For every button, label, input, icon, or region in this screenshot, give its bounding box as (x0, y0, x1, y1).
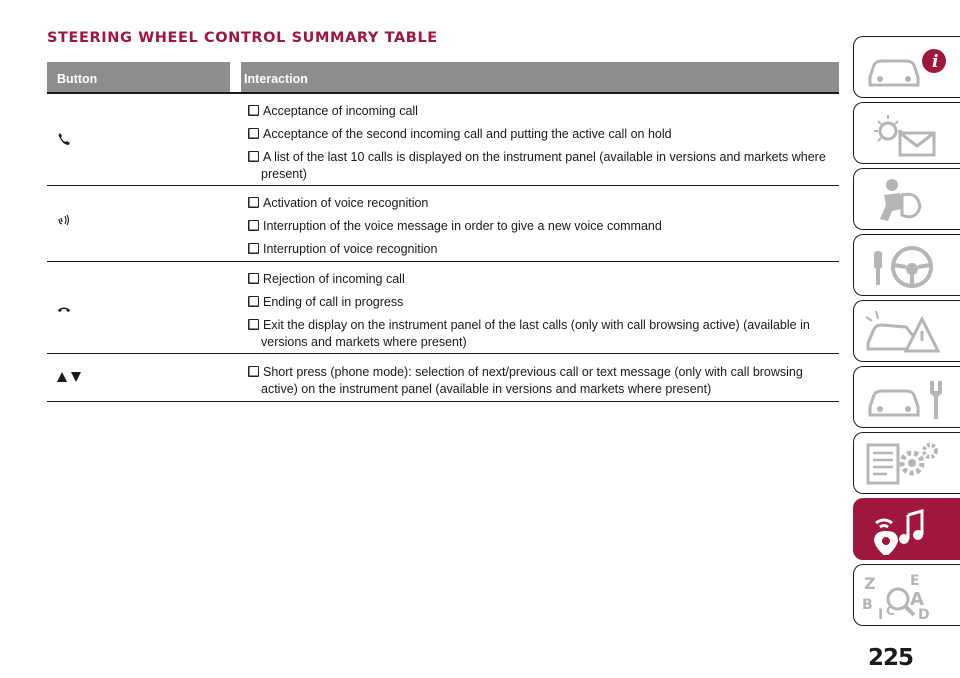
table-row (47, 262, 839, 354)
phone-answer-icon (57, 132, 71, 146)
page-title: STEERING WHEEL CONTROL SUMMARY TABLE (47, 30, 438, 46)
list-item: Rejection of incoming call (248, 271, 828, 288)
svg-text:I: I (878, 607, 884, 623)
svg-text:D: D (918, 607, 930, 623)
list-item: Ending of call in progress (248, 294, 828, 311)
svg-text:E: E (910, 573, 920, 589)
list-item: Activation of voice recognition (248, 195, 828, 212)
warning-lights-messages-icon (862, 109, 952, 159)
svg-text:B: B (862, 597, 873, 613)
table-row (47, 94, 839, 186)
emergency-icon (862, 307, 952, 357)
tab-emergency[interactable] (853, 300, 960, 362)
tab-car-info[interactable] (853, 36, 960, 98)
svg-text:Z: Z (864, 574, 876, 593)
list-item: Interruption of voice recognition (248, 241, 828, 258)
tab-technical-data[interactable] (853, 432, 960, 494)
table-header (47, 62, 839, 92)
technical-data-icon (862, 439, 952, 489)
header-button: Button (57, 72, 98, 86)
list-item: Short press (phone mode): selection of next/previous call or text message (only with call browsing active) on the instrument panel (available in versions and markets where present) (248, 364, 828, 398)
list-item: A list of the last 10 calls is displayed on the instrument panel (available in versions and markets where present) (248, 149, 828, 183)
tab-multimedia[interactable] (853, 498, 960, 560)
list-item: Acceptance of incoming call (248, 103, 828, 120)
list-item: Acceptance of the second incoming call and putting the active call on hold (248, 126, 828, 143)
voice-recognition-icon (57, 213, 71, 227)
tab-starting-driving[interactable] (853, 234, 960, 296)
starting-driving-icon (862, 241, 952, 291)
tab-index[interactable] (853, 564, 960, 626)
phone-hangup-icon (57, 302, 71, 316)
index-icon (862, 571, 952, 627)
table-row (47, 354, 839, 402)
tab-safety[interactable] (853, 168, 960, 230)
svg-text:A: A (910, 589, 924, 610)
list-item: Interruption of the voice message in order to give a new voice command (248, 218, 828, 235)
svg-text:i: i (932, 52, 939, 72)
tab-warning-lights[interactable] (853, 102, 960, 164)
table-row (47, 186, 839, 262)
list-item: Exit the display on the instrument panel of the last calls (only with call browsing active) (available in versions and markets where present) (248, 317, 828, 351)
tab-maintenance[interactable] (853, 366, 960, 428)
car-info-icon (862, 43, 952, 93)
page-number: 225 (868, 645, 914, 671)
svg-text:C: C (886, 604, 895, 618)
header-interaction: Interaction (244, 72, 308, 86)
maintenance-icon (862, 373, 952, 423)
safety-airbag-icon (862, 175, 952, 225)
multimedia-icon (862, 505, 952, 555)
up-down-arrows-icon (56, 370, 84, 384)
